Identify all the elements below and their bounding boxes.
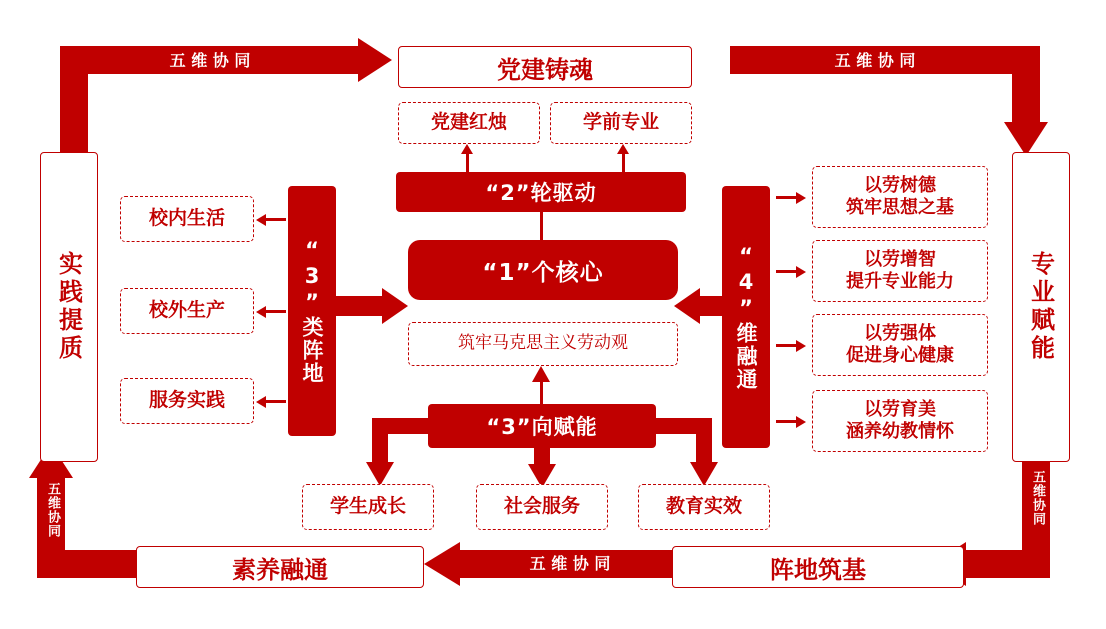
connector-bottom-right-horizontal — [962, 550, 1050, 578]
dimension-item-2[interactable] — [812, 314, 988, 376]
field-arrow-0-stem — [266, 218, 286, 221]
title-bottom-left-label: 素养融通 — [232, 555, 328, 584]
dimension-arrow-0-stem — [776, 196, 798, 199]
left-pillar-box[interactable] — [40, 152, 98, 462]
four-dim-box[interactable] — [722, 186, 770, 448]
wheel-item-0[interactable] — [398, 102, 540, 144]
field-arrow-1-stem — [266, 310, 286, 313]
title-bottom-right-label: 阵地筑基 — [770, 555, 866, 584]
core-sub-label: 筑牢马克思主义劳动观 — [458, 333, 628, 354]
wheel-arrow-right-stem — [622, 152, 625, 174]
connector-top-left-label: 五 维 协 同 — [169, 51, 251, 70]
field-arrow-1-head — [256, 306, 266, 318]
empower-core-arrowhead — [532, 366, 550, 382]
connector-right-vertical-label: 五维协同 — [1030, 470, 1045, 526]
dimension-item-1[interactable] — [812, 240, 988, 302]
three-direction-box[interactable] — [428, 404, 656, 448]
field-arrow-2-stem — [266, 400, 286, 403]
wheel-item-1-label: 学前专业 — [582, 111, 659, 134]
connector-top-left-arrowhead — [358, 38, 392, 82]
dimension-arrow-1-head — [796, 266, 806, 278]
connector-top-right-label: 五 维 协 同 — [834, 51, 916, 70]
empower-arrow-left-head — [366, 462, 394, 486]
empower-item-0[interactable] — [302, 484, 434, 530]
dimension-arrow-2-head — [796, 340, 806, 352]
three-direction-label: “3”向赋能 — [486, 415, 598, 439]
connector-bottom-center-label: 五 维 协 同 — [529, 554, 611, 573]
core-sub-box[interactable] — [408, 322, 678, 366]
wheel-item-1[interactable] — [550, 102, 692, 144]
three-fields-box[interactable] — [288, 186, 336, 436]
title-bottom-left-box[interactable] — [136, 546, 424, 588]
dimension-item-0[interactable] — [812, 166, 988, 228]
dimension-item-2-line1: 以劳强体 — [864, 322, 936, 344]
wheel-arrow-left-head — [461, 144, 473, 154]
connector-top-right-arrowhead — [1004, 122, 1048, 156]
wheel-item-0-label: 党建红烛 — [430, 111, 507, 134]
title-bottom-right-box[interactable] — [672, 546, 964, 588]
empower-item-0-label: 学生成长 — [329, 495, 406, 518]
dimension-arrow-3-stem — [776, 420, 798, 423]
wheel-arrow-left-stem — [466, 152, 469, 174]
dimension-item-3[interactable] — [812, 390, 988, 452]
empower-item-2-label: 教育实效 — [665, 495, 742, 518]
dimension-arrow-2-stem — [776, 344, 798, 347]
wheel-arrow-right-head — [617, 144, 629, 154]
left-pillar-label: 实践提质 — [54, 251, 83, 363]
empower-arrow-right-head — [690, 462, 718, 486]
dimension-item-1-line2: 提升专业能力 — [846, 271, 954, 292]
two-wheel-box[interactable] — [396, 172, 686, 212]
dimension-arrow-3-head — [796, 416, 806, 428]
field-item-0[interactable] — [120, 196, 254, 242]
dimension-arrow-0-head — [796, 192, 806, 204]
empower-item-2[interactable] — [638, 484, 770, 530]
three-fields-core-bar — [336, 296, 384, 316]
title-top-box[interactable] — [398, 46, 692, 88]
three-fields-core-arrowhead — [382, 288, 408, 324]
field-arrow-0-head — [256, 214, 266, 226]
connector-top-left-vertical — [60, 46, 88, 156]
empower-arrow-right-vertical — [696, 418, 712, 466]
right-pillar-label: 专业赋能 — [1026, 251, 1055, 363]
field-item-0-label: 校内生活 — [148, 207, 225, 230]
dimension-item-3-line2: 涵养幼教情怀 — [846, 421, 954, 442]
dimension-item-1-line1: 以劳增智 — [864, 248, 936, 270]
field-item-2-label: 服务实践 — [148, 389, 225, 412]
dimension-arrow-1-stem — [776, 270, 798, 273]
four-dim-core-bar — [700, 296, 726, 316]
core-box[interactable] — [408, 240, 678, 300]
connector-left-vertical-label: 五维协同 — [45, 482, 60, 538]
two-wheel-label: “2”轮驱动 — [485, 181, 597, 205]
title-top-label: 党建铸魂 — [497, 55, 593, 84]
empower-item-1[interactable] — [476, 484, 608, 530]
connector-bottom-center-arrowhead — [424, 542, 460, 586]
dimension-item-3-line1: 以劳育美 — [864, 398, 936, 420]
field-arrow-2-head — [256, 396, 266, 408]
two-wheel-core-connector — [540, 212, 543, 240]
four-dim-core-arrowhead — [674, 288, 700, 324]
dimension-item-2-line2: 促进身心健康 — [846, 345, 954, 366]
dimension-item-0-line1: 以劳树德 — [864, 174, 936, 196]
three-fields-label: “3”类阵地 — [300, 237, 324, 385]
field-item-1[interactable] — [120, 288, 254, 334]
four-dim-label: “4”维融通 — [734, 243, 758, 391]
dimension-item-0-line2: 筑牢思想之基 — [846, 197, 954, 218]
right-pillar-box[interactable] — [1012, 152, 1070, 462]
empower-arrow-left-vertical — [372, 418, 388, 466]
core-label: “1”个核心 — [482, 259, 604, 286]
field-item-1-label: 校外生产 — [148, 299, 225, 322]
field-item-2[interactable] — [120, 378, 254, 424]
connector-top-right-vertical — [1012, 46, 1040, 126]
empower-item-1-label: 社会服务 — [503, 495, 580, 518]
